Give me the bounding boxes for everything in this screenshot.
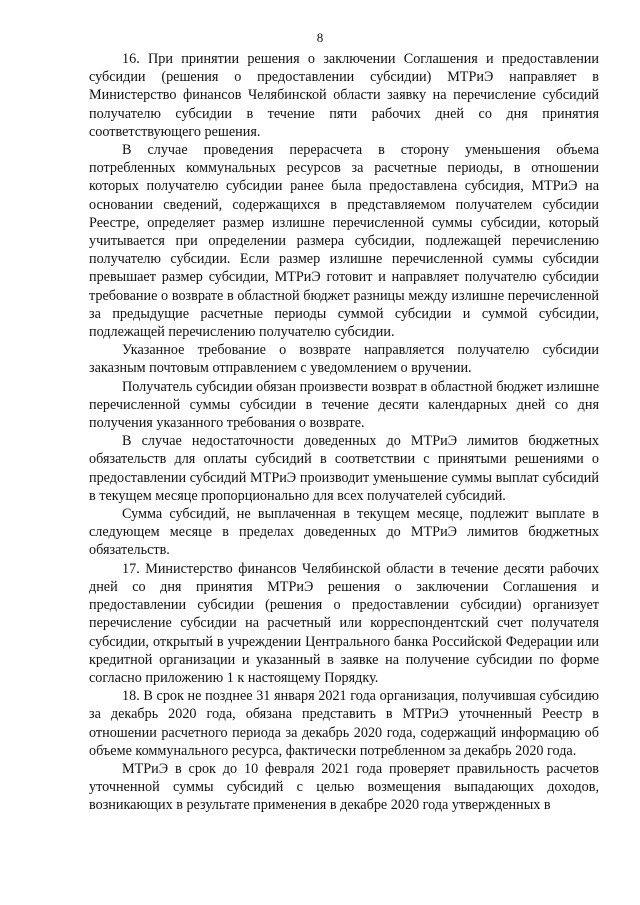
paragraph-recalculation: В случае проведения перерасчета в сторону уменьшения объема потребленных коммунальных ресурсов за расчетные периоды, в отношении которых получателю субсидии ранее была предоставлена субсидия, МТРиЭ на основании сведений, содержащихся в представляемом получателем субсидии Реестре, определяет размер излишне перечисленной суммы субсидии, который учитывается при определении размера субсидии, подлежащей перечислению получателю субсидии. Если размер излишне перечисленной суммы субсидии превышает размер субсидии, МТРиЭ готовит и направляет получателю субсидии требование о возврате в областной бюджет разницы между излишне перечисленной за предыдущие расчетные периоды суммой субсидии и суммой субсидии, подлежащей перечислению получателю субсидии. — [89, 142, 599, 341]
paragraph-17: 17. Министерство финансов Челябинской области в течение десяти рабочих дней со дня принятия МТРиЭ решения о заключении Соглашения и предоставлении субсидии (решения о предоставлении субсидии) организует перечисление субсидии на расчетный или корреспондентский счет получателя субсидии, открытый в учреждении Центрального банка Российской Федерации или кредитной организации и указанный в заявке на получение субсидии по форме согласно приложению 1 к настоящему Порядку. — [89, 560, 599, 686]
paragraph-verification: МТРиЭ в срок до 10 февраля 2021 года проверяет правильность расчетов уточненной суммы субсидий с целью возмещения выпадающих доходов, возникающих в результате применения в декабре 2020 года утвержденных в — [89, 760, 599, 814]
document-body — [89, 50, 599, 815]
paragraph-insufficient-limits: В случае недостаточности доведенных до МТРиЭ лимитов бюджетных обязательств для оплаты субсидий в соответствии с принятыми решениями о предоставлении субсидий МТРиЭ производит уменьшение суммы выплат субсидий в текущем месяце пропорционально для всех получателей субсидий. — [89, 433, 599, 504]
paragraph-18: 18. В срок не позднее 31 января 2021 года организация, получившая субсидию за декабрь 2020 года, обязана представить в МТРиЭ уточненный Реестр в отношении расчетного периода за декабрь 2020 года, содержащий информацию об объеме коммунального ресурса, фактически потребленном за декабрь 2020 года. — [89, 688, 599, 759]
paragraph-16: 16. При принятии решения о заключении Соглашения и предоставлении субсидии (решения о предоставлении субсидии) МТРиЭ направляет в Министерство финансов Челябинской области заявку на перечисление субсидий получателю субсидии в течение пяти рабочих дней со дня принятия соответствующего решения. — [89, 51, 599, 140]
paragraph-return-obligation: Получатель субсидии обязан произвести возврат в областной бюджет излишне перечисленной суммы субсидии в течение десяти календарных дней со дня получения указанного требования о возврате. — [89, 378, 599, 432]
paragraph-return-request: Указанное требование о возврате направляется получателю субсидии заказным почтовым отправлением с уведомлением о вручении. — [89, 342, 599, 377]
paragraph-unpaid-amount: Сумма субсидий, не выплаченная в текущем месяце, подлежит выплате в следующем месяце в пределах доведенных до МТРиЭ лимитов бюджетных обязательств. — [89, 506, 599, 559]
page-number: 8 — [316, 30, 324, 45]
